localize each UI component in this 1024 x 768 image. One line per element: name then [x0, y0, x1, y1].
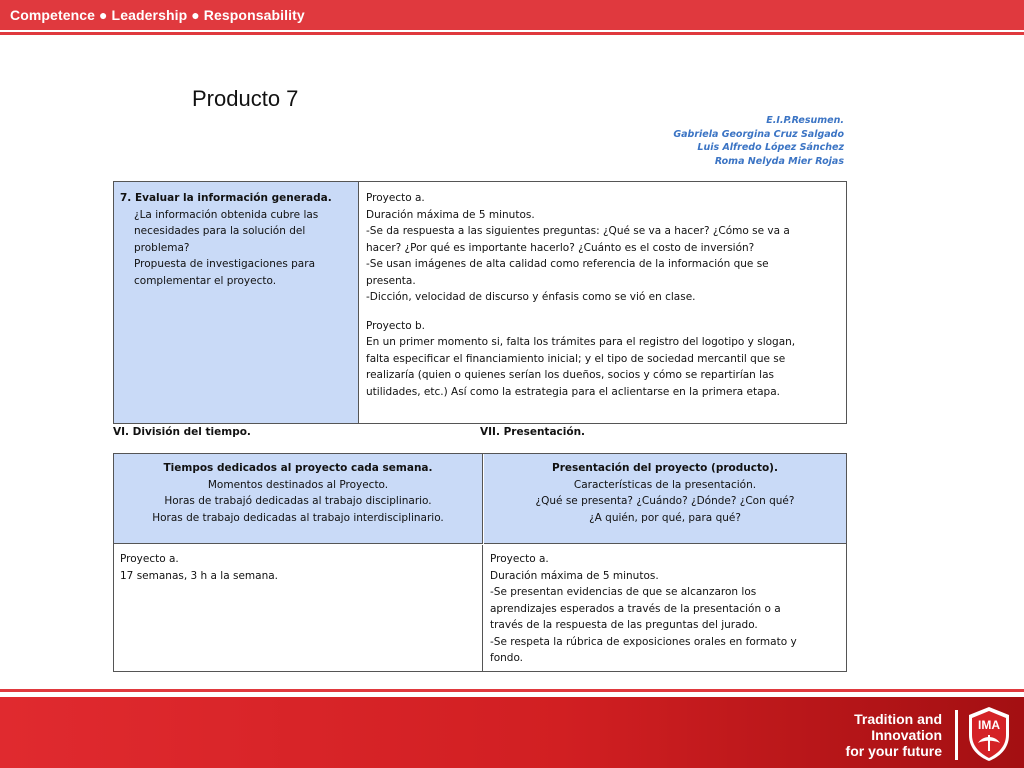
presentation-body-cell: [484, 545, 846, 671]
evaluation-response-cell: [360, 182, 846, 423]
svg-text:IMA: IMA: [978, 718, 1000, 732]
footer-divider: [955, 710, 958, 760]
criteria-line: complementar el proyecto.: [134, 274, 277, 287]
author-name: Roma Nelyda Mier Rojas: [714, 155, 844, 167]
schedule-presentation-table: [113, 453, 847, 672]
footer-slogan: [846, 711, 942, 759]
presentation-header-line: Características de la presentación.: [573, 478, 757, 491]
presentation-body-line: -Se respeta la rúbrica de exposiciones orales en formato y: [490, 635, 797, 648]
project-b-line: utilidades, etc.) Así como la estrategia para el aclientarse en la primera etapa.: [366, 385, 780, 398]
spacer: [366, 306, 838, 318]
project-b-line: falta especificar el financiamiento inicial; y el tipo de sociedad mercantil que se: [366, 352, 786, 365]
presentation-body-line: -Se presentan evidencias de que se alcanzaron los: [490, 586, 757, 598]
time-header-line: Momentos destinados al Proyecto.: [207, 478, 389, 491]
footer-rule: [0, 689, 1024, 692]
criteria-heading: 7. Evaluar la información generada.: [120, 192, 332, 204]
slogan-line: Tradition and: [854, 711, 942, 727]
criteria-line: Propuesta de investigaciones para: [134, 258, 315, 270]
time-header-title: Tiempos dedicados al proyecto cada semana.: [163, 462, 433, 474]
time-header-cell: [114, 454, 483, 544]
project-a-line: presenta.: [366, 274, 416, 287]
time-header-line: Horas de trabajo dedicadas al trabajo interdisciplinario.: [152, 511, 444, 524]
criteria-line: problema?: [134, 241, 190, 254]
project-a-line: -Se da respuesta a las siguientes preguntas: ¿Qué se va a hacer? ¿Cómo se va a: [366, 225, 790, 237]
time-body-line: 17 semanas, 3 h a la semana.: [120, 569, 279, 582]
document-label: E.I.P.Resumen.: [766, 115, 844, 126]
author-name: Gabriela Georgina Cruz Salgado: [673, 128, 844, 140]
footer-bar: [0, 697, 1024, 768]
project-a-line: -Dicción, velocidad de discurso y énfasis como se vió en clase.: [366, 291, 696, 303]
time-body-cell: [114, 545, 483, 671]
presentation-header-line: ¿Qué se presenta? ¿Cuándo? ¿Dónde? ¿Con qué?: [535, 495, 795, 507]
project-a-line: -Se usan imágenes de alta calidad como referencia de la información que se: [366, 258, 769, 270]
slogan-line: for your future: [845, 743, 942, 759]
project-a-line: Proyecto a.: [366, 192, 425, 204]
section-presentation: VII. Presentación.: [480, 426, 586, 438]
header-tagline: Competence ● Leadership ● Responsability: [10, 7, 305, 23]
criteria-line: necesidades para la solución del: [134, 225, 306, 237]
criteria-line: ¿La información obtenida cubre las: [134, 208, 319, 221]
presentation-body-line: Proyecto a.: [490, 553, 549, 565]
section-time-division: VI. División del tiempo.: [113, 426, 251, 438]
slogan-line: Innovation: [871, 727, 942, 743]
header-bar: [0, 0, 1024, 30]
presentation-body-line: aprendizajes esperados a través de la presentación o a: [490, 602, 781, 615]
project-a-line: Duración máxima de 5 minutos.: [366, 208, 535, 221]
header-rule: [0, 32, 1024, 35]
presentation-body-line: través de la respuesta de las preguntas del jurado.: [490, 619, 758, 631]
presentation-header-cell: [484, 454, 846, 544]
evaluation-table: [113, 181, 847, 424]
ima-shield-logo-icon: [966, 705, 1012, 763]
author-name: Luis Alfredo López Sánchez: [697, 142, 844, 153]
time-header-line: Horas de trabajó dedicadas al trabajo disciplinario.: [164, 495, 432, 507]
slide-title: Producto 7: [192, 86, 299, 111]
author-block: [673, 114, 844, 168]
presentation-header-title: Presentación del proyecto (producto).: [552, 462, 778, 474]
project-b-line: realizaría (quien o quienes serían los dueños, socios y cómo se repartirían las: [366, 369, 774, 381]
presentation-header-line: ¿A quién, por qué, para qué?: [589, 511, 741, 524]
presentation-body-line: Duración máxima de 5 minutos.: [490, 569, 659, 582]
project-b-line: En un primer momento si, falta los trámites para el registro del logotipo y slogan,: [366, 336, 796, 348]
time-body-line: Proyecto a.: [120, 553, 179, 565]
project-a-line: hacer? ¿Por qué es importante hacerlo? ¿Cuánto es el costo de inversión?: [366, 241, 755, 254]
presentation-body-line: fondo.: [490, 652, 524, 664]
evaluation-criteria-cell: [114, 182, 359, 423]
project-b-line: Proyecto b.: [366, 319, 425, 332]
